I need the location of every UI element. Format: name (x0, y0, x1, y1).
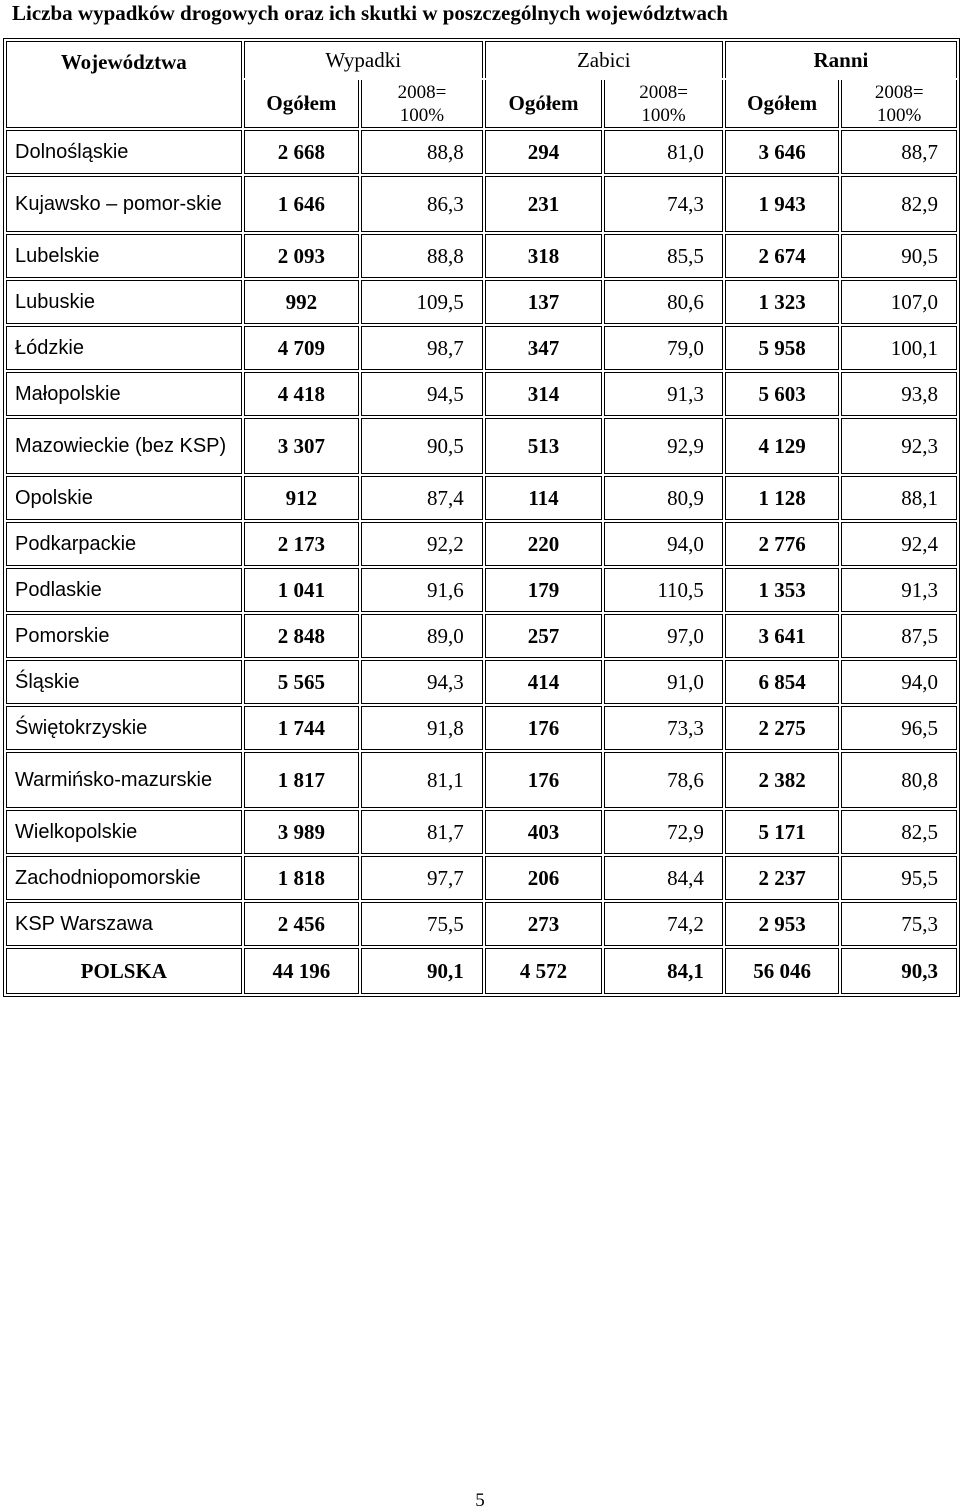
index-cell: 80,8 (841, 752, 957, 808)
count-cell: 414 (485, 660, 603, 704)
index-cell: 85,5 (604, 234, 723, 278)
index-cell: 80,9 (604, 476, 723, 520)
index-cell: 97,7 (361, 856, 483, 900)
count-cell: 2 456 (244, 902, 360, 946)
index-cell: 91,8 (361, 706, 483, 750)
count-cell: 257 (485, 614, 603, 658)
region-name: Wielkopolskie (6, 810, 242, 854)
total-count-cell: 4 572 (485, 948, 603, 994)
table-row (6, 234, 957, 278)
index-cell: 90,5 (361, 418, 483, 474)
count-cell: 179 (485, 568, 603, 612)
table-row (6, 176, 957, 232)
index-cell: 80,6 (604, 280, 723, 324)
index-cell: 97,0 (604, 614, 723, 658)
table-row (6, 568, 957, 612)
header-group-zabici: Zabici (485, 41, 723, 78)
count-cell: 2 275 (725, 706, 840, 750)
count-cell: 220 (485, 522, 603, 566)
index-cell: 91,3 (604, 372, 723, 416)
index-cell: 88,8 (361, 130, 483, 174)
count-cell: 347 (485, 326, 603, 370)
index-cell: 91,0 (604, 660, 723, 704)
header-total: Ogółem (485, 80, 603, 128)
region-name: Kujawsko – pomor-skie (6, 176, 242, 232)
index-cell: 88,7 (841, 130, 957, 174)
count-cell: 2 848 (244, 614, 360, 658)
count-cell: 2 382 (725, 752, 840, 808)
count-cell: 992 (244, 280, 360, 324)
index-cell: 89,0 (361, 614, 483, 658)
count-cell: 3 989 (244, 810, 360, 854)
index-cell: 86,3 (361, 176, 483, 232)
index-cell: 92,2 (361, 522, 483, 566)
region-name: Świętokrzyskie (6, 706, 242, 750)
index-cell: 82,5 (841, 810, 957, 854)
count-cell: 4 129 (725, 418, 840, 474)
index-cell: 91,3 (841, 568, 957, 612)
count-cell: 2 668 (244, 130, 360, 174)
region-name: Mazowieckie (bez KSP) (6, 418, 242, 474)
page-number: 5 (475, 1490, 485, 1511)
index-cell: 92,3 (841, 418, 957, 474)
region-name: Lubuskie (6, 280, 242, 324)
index-cell: 94,5 (361, 372, 483, 416)
count-cell: 1 323 (725, 280, 840, 324)
region-name: Warmińsko-mazurskie (6, 752, 242, 808)
region-name: Zachodniopomorskie (6, 856, 242, 900)
total-row (6, 948, 957, 994)
table-row (6, 902, 957, 946)
count-cell: 2 953 (725, 902, 840, 946)
index-cell: 75,5 (361, 902, 483, 946)
count-cell: 1 817 (244, 752, 360, 808)
count-cell: 6 854 (725, 660, 840, 704)
count-cell: 114 (485, 476, 603, 520)
region-name: Dolnośląskie (6, 130, 242, 174)
count-cell: 318 (485, 234, 603, 278)
count-cell: 3 641 (725, 614, 840, 658)
header-index-line2: 100% (399, 104, 445, 126)
index-cell: 79,0 (604, 326, 723, 370)
header-index-line1: 2008= (397, 81, 447, 103)
region-name: Opolskie (6, 476, 242, 520)
index-cell: 94,0 (604, 522, 723, 566)
count-cell: 176 (485, 706, 603, 750)
page-title: Liczba wypadków drogowych oraz ich skutki w poszczególnych województwach (12, 1, 728, 25)
index-cell: 94,0 (841, 660, 957, 704)
index-cell: 84,4 (604, 856, 723, 900)
header-region: Województwa (6, 41, 242, 128)
count-cell: 3 307 (244, 418, 360, 474)
total-index-cell: 84,1 (604, 948, 723, 994)
index-cell: 74,2 (604, 902, 723, 946)
total-count-cell: 56 046 (725, 948, 840, 994)
index-cell: 96,5 (841, 706, 957, 750)
region-name: Podkarpackie (6, 522, 242, 566)
index-cell: 74,3 (604, 176, 723, 232)
count-cell: 5 565 (244, 660, 360, 704)
count-cell: 137 (485, 280, 603, 324)
count-cell: 1 128 (725, 476, 840, 520)
table-row (6, 752, 957, 808)
count-cell: 1 353 (725, 568, 840, 612)
table-row (6, 418, 957, 474)
count-cell: 176 (485, 752, 603, 808)
index-cell: 98,7 (361, 326, 483, 370)
index-cell: 95,5 (841, 856, 957, 900)
count-cell: 231 (485, 176, 603, 232)
count-cell: 1 744 (244, 706, 360, 750)
region-name: Małopolskie (6, 372, 242, 416)
table-row (6, 476, 957, 520)
count-cell: 5 603 (725, 372, 840, 416)
table-row (6, 372, 957, 416)
header-index-line2: 100% (641, 104, 686, 126)
index-cell: 109,5 (361, 280, 483, 324)
count-cell: 5 958 (725, 326, 840, 370)
total-name: POLSKA (6, 948, 242, 994)
index-cell: 81,1 (361, 752, 483, 808)
header-index-line1: 2008= (874, 81, 924, 103)
count-cell: 2 237 (725, 856, 840, 900)
index-cell: 87,5 (841, 614, 957, 658)
count-cell: 2 776 (725, 522, 840, 566)
region-name: Łódzkie (6, 326, 242, 370)
header-total: Ogółem (725, 80, 840, 128)
table-row (6, 614, 957, 658)
count-cell: 1 818 (244, 856, 360, 900)
total-index-cell: 90,1 (361, 948, 483, 994)
count-cell: 403 (485, 810, 603, 854)
count-cell: 1 646 (244, 176, 360, 232)
accidents-table (3, 38, 960, 997)
header-index-line2: 100% (877, 104, 922, 126)
header-group-wypadki: Wypadki (244, 41, 483, 78)
region-name: KSP Warszawa (6, 902, 242, 946)
count-cell: 4 418 (244, 372, 360, 416)
count-cell: 294 (485, 130, 603, 174)
table-row (6, 522, 957, 566)
index-cell: 90,5 (841, 234, 957, 278)
index-cell: 92,9 (604, 418, 723, 474)
count-cell: 2 173 (244, 522, 360, 566)
index-cell: 93,8 (841, 372, 957, 416)
index-cell: 75,3 (841, 902, 957, 946)
table-row (6, 706, 957, 750)
index-cell: 88,1 (841, 476, 957, 520)
index-cell: 88,8 (361, 234, 483, 278)
count-cell: 513 (485, 418, 603, 474)
count-cell: 1 943 (725, 176, 840, 232)
header-index (841, 80, 957, 128)
index-cell: 92,4 (841, 522, 957, 566)
table-row (6, 810, 957, 854)
region-name: Podlaskie (6, 568, 242, 612)
count-cell: 912 (244, 476, 360, 520)
count-cell: 273 (485, 902, 603, 946)
total-index-cell: 90,3 (841, 948, 957, 994)
index-cell: 81,7 (361, 810, 483, 854)
table-row (6, 130, 957, 174)
count-cell: 2 093 (244, 234, 360, 278)
index-cell: 82,9 (841, 176, 957, 232)
index-cell: 81,0 (604, 130, 723, 174)
total-count-cell: 44 196 (244, 948, 360, 994)
count-cell: 314 (485, 372, 603, 416)
index-cell: 72,9 (604, 810, 723, 854)
table-row (6, 660, 957, 704)
header-total: Ogółem (244, 80, 360, 128)
count-cell: 5 171 (725, 810, 840, 854)
index-cell: 110,5 (604, 568, 723, 612)
index-cell: 91,6 (361, 568, 483, 612)
region-name: Lubelskie (6, 234, 242, 278)
table-row (6, 326, 957, 370)
index-cell: 87,4 (361, 476, 483, 520)
count-cell: 3 646 (725, 130, 840, 174)
count-cell: 2 674 (725, 234, 840, 278)
header-index-line1: 2008= (639, 81, 688, 103)
count-cell: 206 (485, 856, 603, 900)
header-index (361, 80, 483, 128)
index-cell: 107,0 (841, 280, 957, 324)
count-cell: 4 709 (244, 326, 360, 370)
table-row (6, 280, 957, 324)
header-index (604, 80, 723, 128)
index-cell: 94,3 (361, 660, 483, 704)
header-group-ranni: Ranni (725, 41, 957, 78)
index-cell: 78,6 (604, 752, 723, 808)
table-row (6, 856, 957, 900)
region-name: Pomorskie (6, 614, 242, 658)
index-cell: 73,3 (604, 706, 723, 750)
index-cell: 100,1 (841, 326, 957, 370)
region-name: Śląskie (6, 660, 242, 704)
count-cell: 1 041 (244, 568, 360, 612)
